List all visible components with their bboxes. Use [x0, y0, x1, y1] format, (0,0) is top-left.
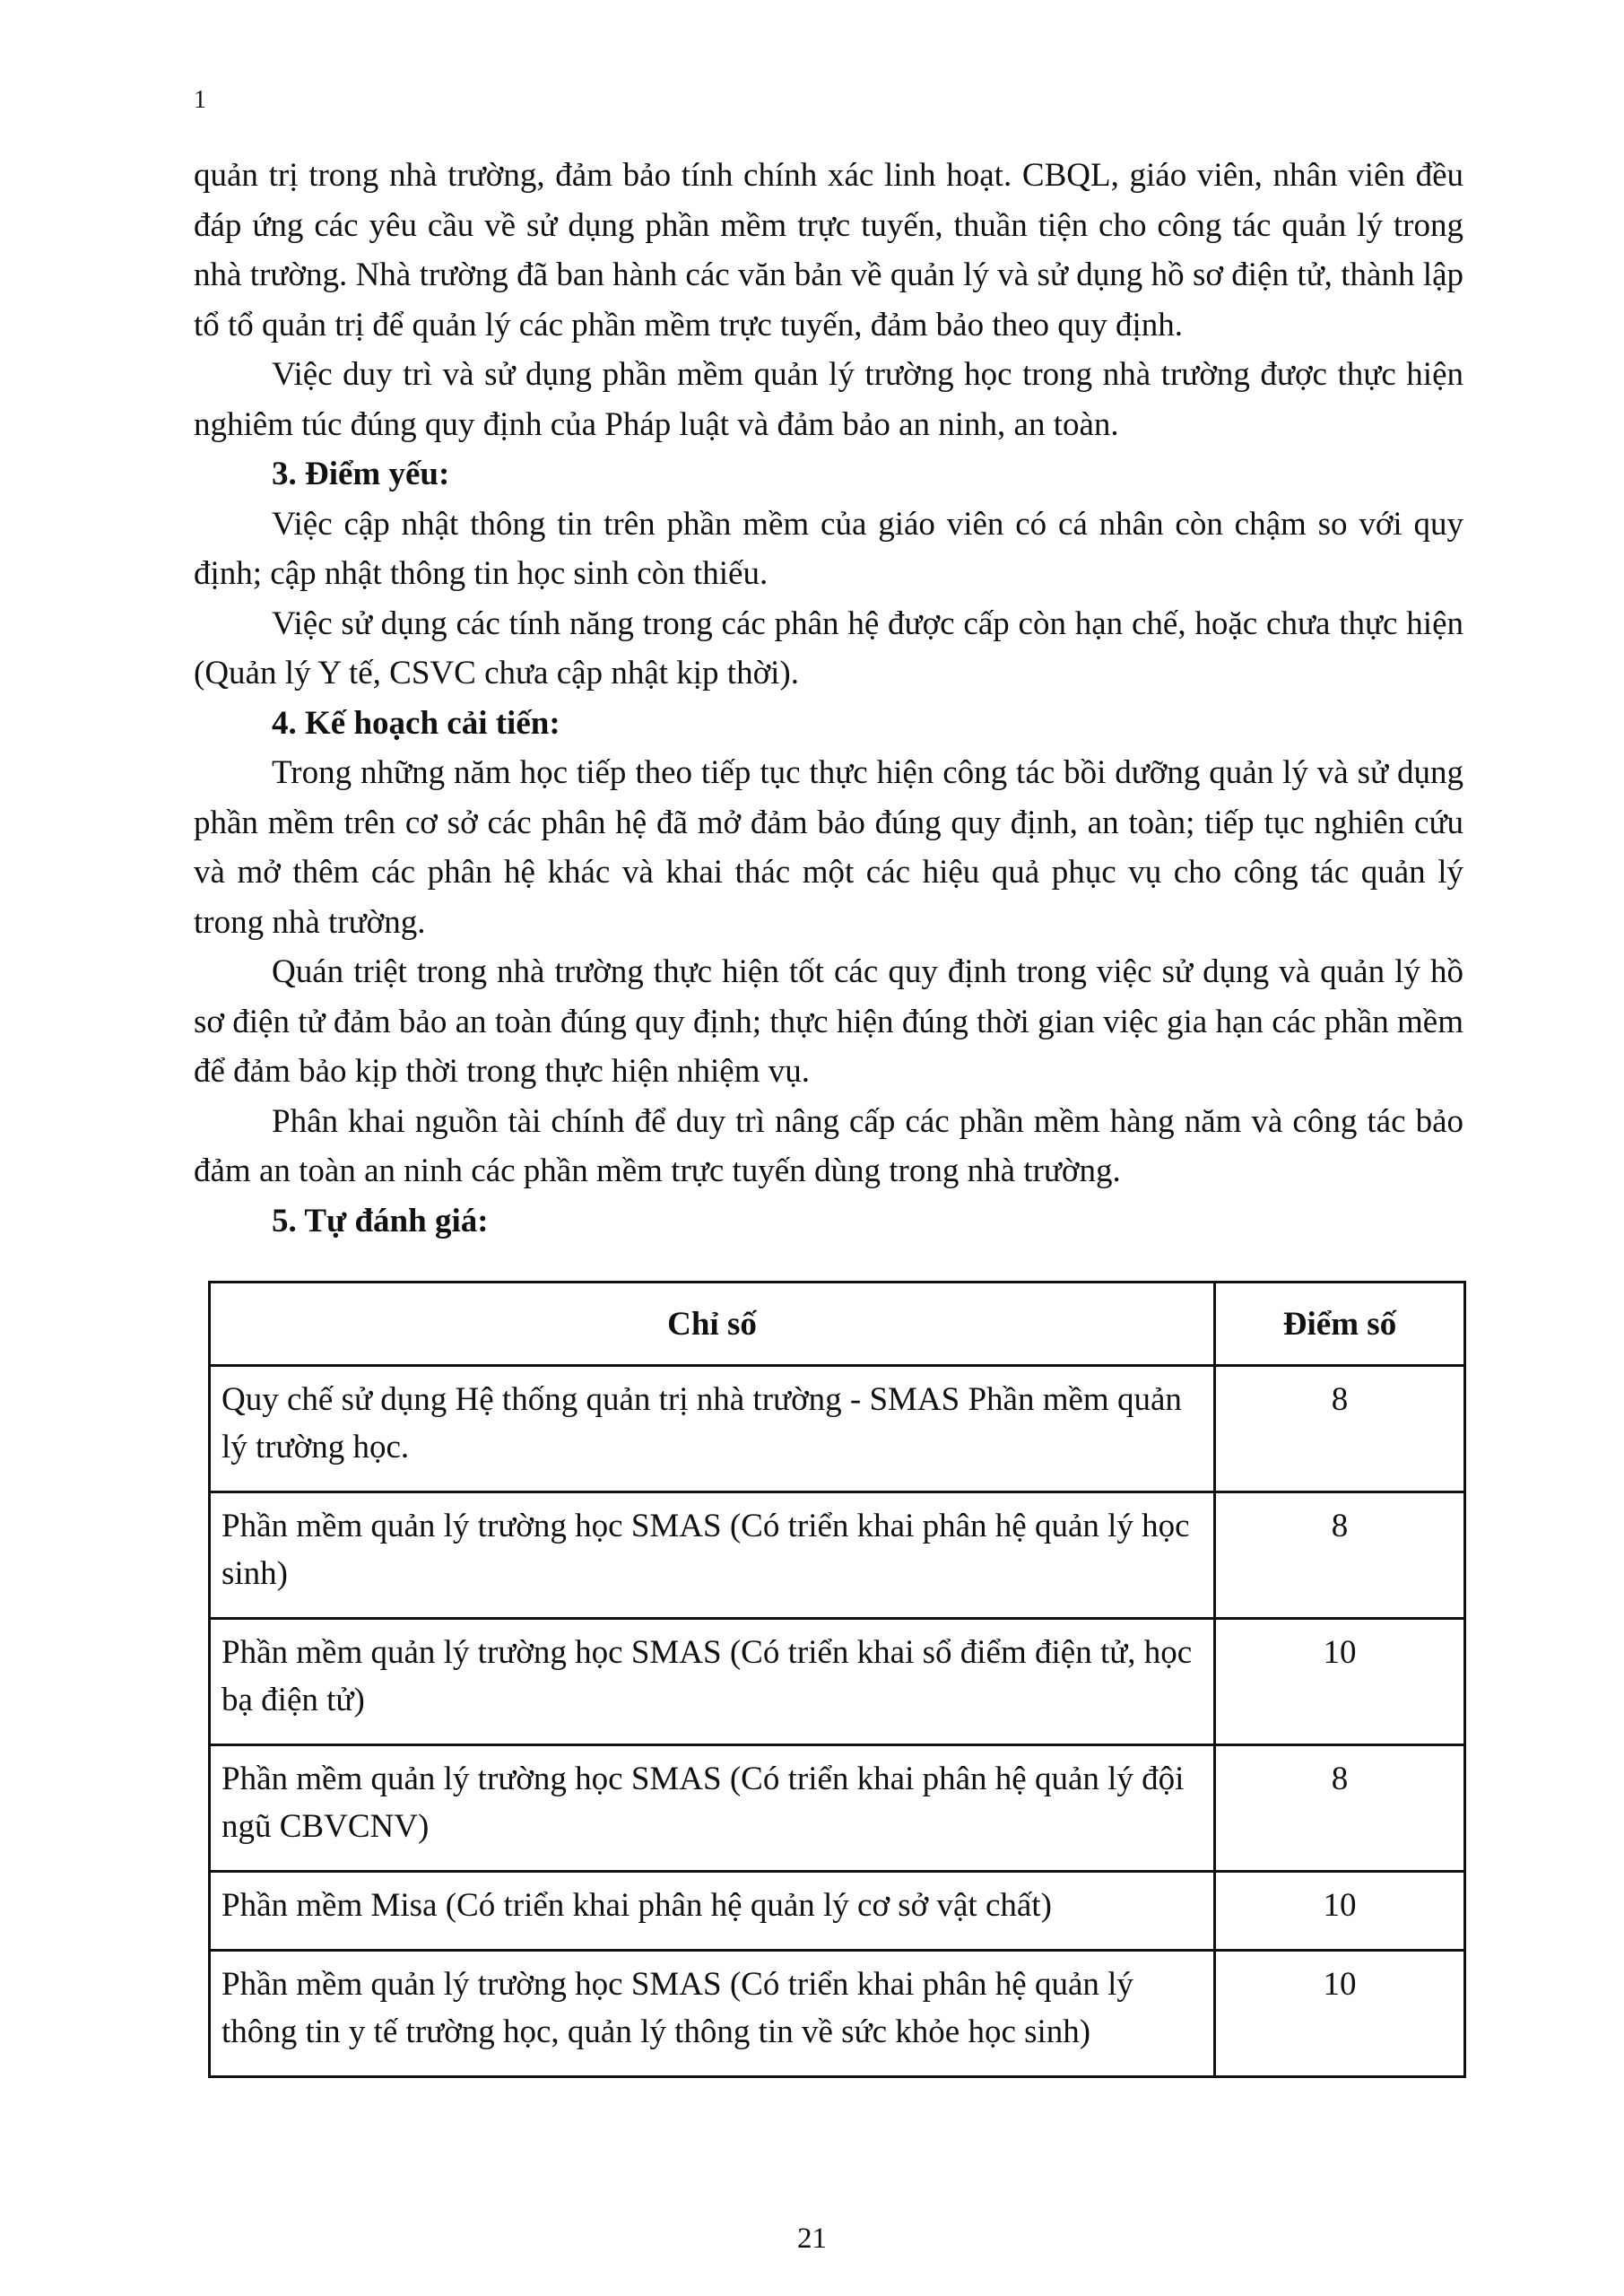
section-heading-weaknesses: 3. Điểm yếu:	[272, 456, 450, 492]
table-row	[210, 1745, 1465, 1872]
criterion-cell: Phần mềm quản lý trường học SMAS (Có triển khai sổ điểm điện tử, học bạ điện tử)	[210, 1619, 1215, 1745]
table-row	[210, 1951, 1465, 2077]
self-assessment-table	[208, 1281, 1466, 2078]
section-heading-improvement-plan: 4. Kế hoạch cải tiến:	[272, 704, 560, 742]
criterion-cell: Phần mềm Misa (Có triển khai phân hệ quản lý cơ sở vật chất)	[210, 1872, 1215, 1951]
column-header-score: Điểm số	[1215, 1283, 1465, 1366]
criterion-cell: Phần mềm quản lý trường học SMAS (Có triển khai phân hệ quản lý thông tin y tế trường học, quản lý thông tin về sức khỏe học sinh)	[210, 1951, 1215, 2077]
paragraph: Việc sử dụng các tính năng trong các phân hệ được cấp còn hạn chế, hoặc chưa thực hiện (Quản lý Y tế, CSVC chưa cập nhật kịp thời).	[194, 604, 1463, 691]
score-cell: 8	[1215, 1366, 1465, 1492]
score-cell: 10	[1215, 1872, 1465, 1951]
criterion-cell: Phần mềm quản lý trường học SMAS (Có triển khai phân hệ quản lý đội ngũ CBVCNV)	[210, 1745, 1215, 1872]
footer-page-number: 21	[797, 2222, 827, 2255]
section-heading-self-assessment: 5. Tự đánh giá:	[272, 1202, 489, 1239]
score-cell: 10	[1215, 1619, 1465, 1745]
paragraph: Việc duy trì và sử dụng phần mềm quản lý trường học trong nhà trường được thực hiện nghiêm túc đúng quy định của Pháp luật và đảm bảo an ninh, an toàn.	[194, 356, 1463, 443]
paragraph: Trong những năm học tiếp theo tiếp tục thực hiện công tác bồi dưỡng quản lý và sử dụng phần mềm trên cơ sở các phân hệ đã mở đảm bảo đúng quy định, an toàn; tiếp tục nghiên cứu và mở thêm các phân hệ khác và khai thác một các hiệu quả phục vụ cho công tác quản lý trong nhà trường.	[194, 754, 1463, 941]
document-body	[194, 151, 1463, 1246]
score-cell: 10	[1215, 1951, 1465, 2077]
paragraph: Phân khai nguồn tài chính để duy trì nâng cấp các phần mềm hàng năm và công tác bảo đảm an toàn an ninh các phần mềm trực tuyến dùng trong nhà trường.	[194, 1102, 1463, 1189]
paragraph: Quán triệt trong nhà trường thực hiện tốt các quy định trong việc sử dụng và quản lý hồ sơ điện tử đảm bảo an toàn đúng quy định; thực hiện đúng thời gian việc gia hạn các phần mềm để đảm bảo kịp thời trong thực hiện nhiệm vụ.	[194, 953, 1463, 1090]
table-row	[210, 1872, 1465, 1951]
score-cell: 8	[1215, 1745, 1465, 1872]
criterion-cell: Quy chế sử dụng Hệ thống quản trị nhà trường - SMAS Phần mềm quản lý trường học.	[210, 1366, 1215, 1492]
table-row	[210, 1366, 1465, 1492]
table-row	[210, 1492, 1465, 1619]
self-assessment-table-wrap	[208, 1281, 1466, 2078]
paragraph: quản trị trong nhà trường, đảm bảo tính chính xác linh hoạt. CBQL, giáo viên, nhân viên đều đáp ứng các yêu cầu về sử dụng phần mềm trực tuyến, thuần tiện cho công tác quản lý trong nhà trường. Nhà trường đã ban hành các văn bản về quản lý và sử dụng hồ sơ điện tử, thành lập tổ tổ quản trị để quản lý các phần mềm trực tuyến, đảm bảo theo quy định.	[194, 157, 1463, 344]
column-header-criterion: Chỉ số	[210, 1283, 1215, 1366]
header-page-marker: 1	[194, 86, 206, 114]
paragraph: Việc cập nhật thông tin trên phần mềm của giáo viên có cá nhân còn chậm so với quy định; cập nhật thông tin học sinh còn thiếu.	[194, 505, 1463, 592]
score-cell: 8	[1215, 1492, 1465, 1619]
table-row	[210, 1619, 1465, 1745]
table-header-row	[210, 1283, 1465, 1366]
criterion-cell: Phần mềm quản lý trường học SMAS (Có triển khai phân hệ quản lý học sinh)	[210, 1492, 1215, 1619]
